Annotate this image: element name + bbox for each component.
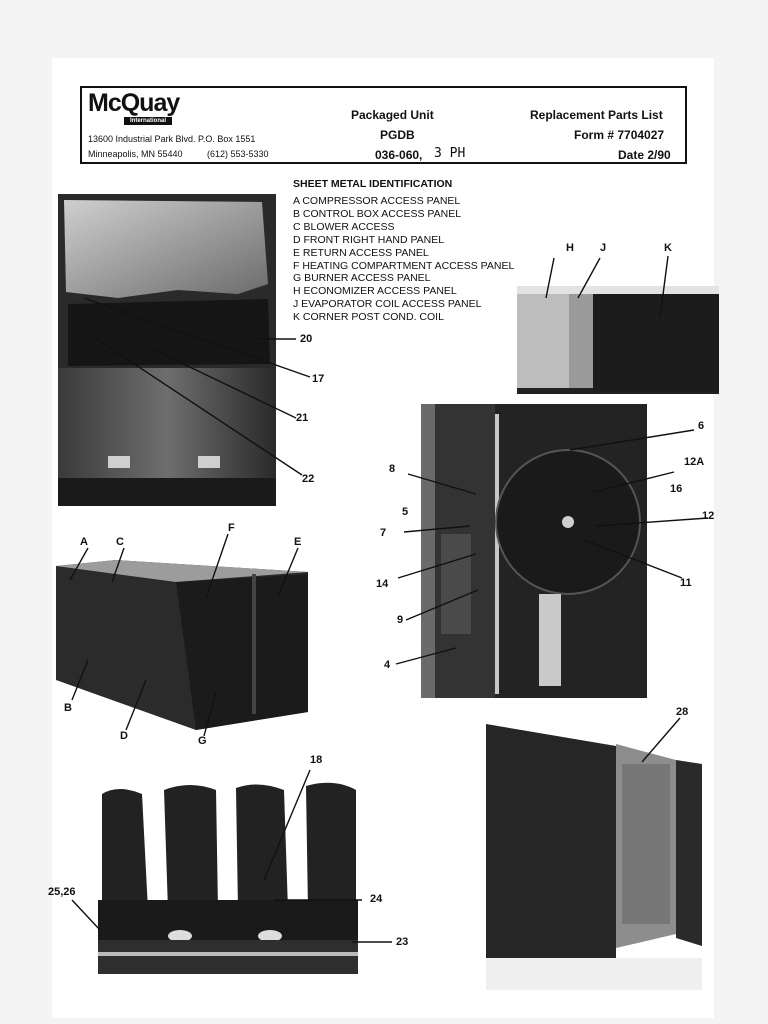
photo-economizer-image <box>486 724 702 990</box>
callout-E: E <box>294 536 302 548</box>
legend-item: J EVAPORATOR COIL ACCESS PANEL <box>293 298 482 311</box>
legend-title: SHEET METAL IDENTIFICATION <box>293 178 453 190</box>
photo-burner-assembly <box>98 780 358 974</box>
size-range: 036-060, <box>375 148 423 162</box>
legend-item: F HEATING COMPARTMENT ACCESS PANEL <box>293 259 515 272</box>
callout-23: 23 <box>396 936 409 948</box>
photo-blower-assembly <box>421 404 647 698</box>
callout-8: 8 <box>389 463 396 475</box>
legend-item: K CORNER POST COND. COIL <box>293 311 444 324</box>
callout-21: 21 <box>296 412 309 424</box>
photo-burner-image <box>98 780 358 974</box>
legend-list <box>293 195 514 324</box>
callout-K: K <box>664 242 672 254</box>
callout-16: 16 <box>670 483 683 495</box>
callout-12A: 12A <box>684 456 705 468</box>
callout-11: 11 <box>680 577 692 589</box>
photo-unit-interior <box>58 194 276 506</box>
address-line1: 13600 Industrial Park Blvd. P.O. Box 1551 <box>88 134 256 144</box>
callout-F: F <box>228 522 235 534</box>
photo-unit-interior-image <box>58 194 276 506</box>
phone-number: (612) 553-5330 <box>207 149 269 159</box>
legend-item: G BURNER ACCESS PANEL <box>293 272 431 285</box>
callout-G: G <box>198 735 207 747</box>
callout-A: A <box>80 536 88 548</box>
legend-item: E RETURN ACCESS PANEL <box>293 246 429 259</box>
photo-blower-image <box>421 404 647 698</box>
legend-item: C BLOWER ACCESS <box>293 220 395 233</box>
form-number: Form # 7704027 <box>574 128 665 142</box>
callout-C: C <box>116 536 124 548</box>
photo-unit-exterior <box>517 286 719 398</box>
brand-subtitle: International <box>124 117 172 125</box>
photo-unit-exterior-image <box>517 286 719 398</box>
product-title: Packaged Unit <box>351 108 434 122</box>
callout-4: 4 <box>384 659 391 671</box>
callout-7: 7 <box>380 527 387 539</box>
callout-28: 28 <box>676 706 689 718</box>
callout-25-26: 25,26 <box>48 886 76 898</box>
callout-9: 9 <box>397 614 404 626</box>
callout-17: 17 <box>312 373 325 385</box>
callout-D: D <box>120 730 128 742</box>
callout-J: J <box>600 242 607 254</box>
callout-22: 22 <box>302 473 315 485</box>
photo-economizer-panel <box>486 724 702 990</box>
callout-24: 24 <box>370 893 383 905</box>
callout-H: H <box>566 242 574 254</box>
photo-unit-panels-image <box>56 560 308 730</box>
phase-handwritten: 3 PH <box>434 146 466 161</box>
model-code: PGDB <box>380 128 415 142</box>
legend-item: D FRONT RIGHT HAND PANEL <box>293 233 445 246</box>
callout-B: B <box>64 702 72 714</box>
callout-14: 14 <box>376 578 389 590</box>
legend-item: B CONTROL BOX ACCESS PANEL <box>293 207 462 220</box>
callout-20: 20 <box>300 333 313 345</box>
brand-logo: McQuay <box>88 89 180 117</box>
photo-unit-panels <box>56 560 308 730</box>
callout-18: 18 <box>310 754 323 766</box>
callout-6: 6 <box>698 420 705 432</box>
address-line2: Minneapolis, MN 55440 <box>88 149 183 159</box>
doc-date: Date 2/90 <box>618 148 671 162</box>
doc-title: Replacement Parts List <box>530 108 663 122</box>
legend-item: A COMPRESSOR ACCESS PANEL <box>293 195 461 207</box>
callout-5: 5 <box>402 506 409 518</box>
legend-item: H ECONOMIZER ACCESS PANEL <box>293 285 457 298</box>
callout-12: 12 <box>702 510 715 522</box>
